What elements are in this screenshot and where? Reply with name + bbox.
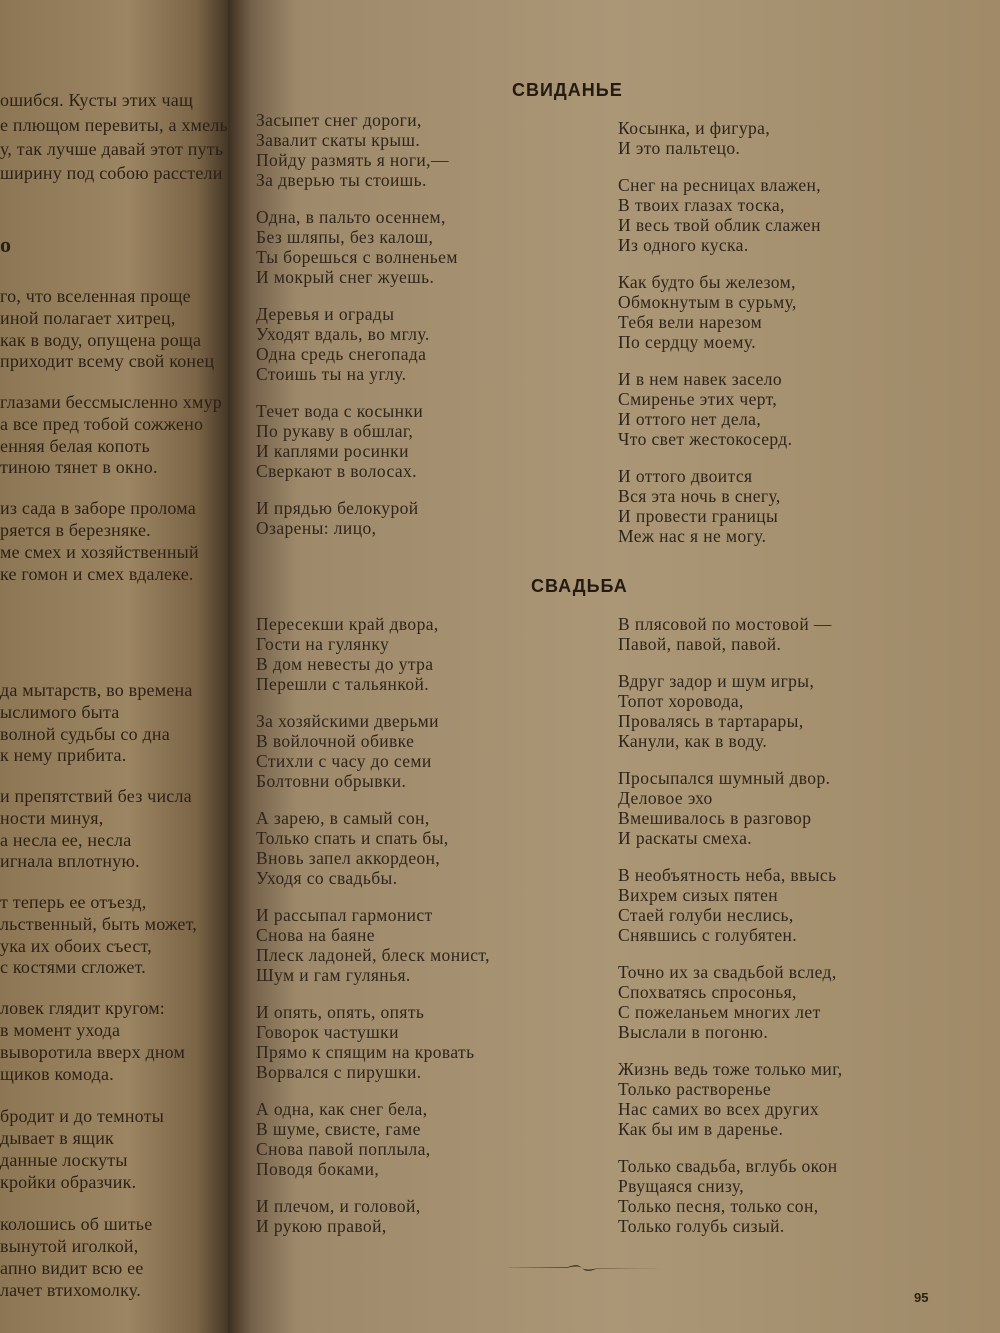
verse-line: Снег на ресницах влажен,: [618, 175, 822, 195]
verse-line: За хозяйскими дверьми: [256, 711, 439, 731]
left-page-line: из сада в заборе пролома: [0, 498, 196, 518]
verse-line: Шум и гам гулянья.: [256, 965, 411, 985]
left-page-line: ряется в березняке.: [0, 520, 151, 540]
verse-line: Только растворенье: [618, 1079, 772, 1099]
verse-line: Меж нас я не могу.: [618, 526, 767, 546]
left-page-line: с костями сгложет.: [0, 957, 146, 977]
left-page-line: выворотила вверх дном: [0, 1042, 186, 1062]
left-page-line: ке гомон и смех вдалеке.: [0, 564, 194, 584]
verse-line: Провалясь в тартарары,: [618, 711, 804, 731]
verse-line: Спохватясь спросонья,: [618, 982, 797, 1002]
verse-line: Пересекши край двора,: [256, 614, 439, 634]
left-page: [0, 0, 232, 1333]
stanza: [256, 1196, 490, 1236]
stanza: [618, 118, 821, 158]
left-page-line: игнала вплотную.: [0, 851, 140, 871]
verse-line: В необъятность неба, ввысь: [618, 865, 837, 885]
left-page-line: да мытарств, во времена: [0, 680, 193, 700]
verse-line: Стоишь ты на углу.: [256, 364, 407, 384]
left-page-line: кройки образчик.: [0, 1172, 137, 1192]
page-number: 95: [914, 1290, 929, 1305]
verse-line: Только свадьба, вглубь окон: [618, 1156, 838, 1176]
poem1-column-right: [618, 118, 821, 563]
left-page-line: е плющом перевиты, а хмель: [0, 115, 228, 135]
verse-line: Ворвался с пирушки.: [256, 1062, 422, 1082]
left-page-line: лачет втихомолку.: [0, 1280, 141, 1300]
stanza: [256, 207, 458, 287]
left-page-line: ловек глядит кругом:: [0, 998, 165, 1018]
verse-line: Что свет жестокосерд.: [618, 429, 793, 449]
left-page-line: енняя белая копоть: [0, 436, 150, 456]
verse-line: Косынка, и фигура,: [618, 118, 771, 138]
verse-line: Одна средь снегопада: [256, 344, 427, 364]
left-page-line: ширину под собою расстели: [0, 163, 223, 183]
verse-line: И рассыпал гармонист: [256, 905, 433, 925]
verse-line: Плеск ладоней, блеск монист,: [256, 945, 490, 965]
left-page-line: ности минуя,: [0, 808, 104, 828]
verse-line: И опять, опять, опять: [256, 1002, 425, 1022]
verse-line: Как будто бы железом,: [618, 272, 796, 292]
stanza: [618, 768, 843, 848]
left-page-line: колошись об шитье: [0, 1214, 153, 1234]
stanza: [618, 671, 843, 751]
verse-line: Одна, в пальто осеннем,: [256, 207, 446, 227]
verse-line: Только голубь сизый.: [618, 1216, 785, 1236]
verse-line: Точно их за свадьбой вслед,: [618, 962, 837, 982]
verse-line: И оттого двоится: [618, 466, 753, 486]
verse-line: Прямо к спящим на кровать: [256, 1042, 475, 1062]
poem2-column-right: [618, 614, 843, 1253]
left-page-line: щиков комода.: [0, 1064, 114, 1084]
verse-line: И весь твой облик слажен: [618, 215, 821, 235]
verse-line: Павой, павой, павой.: [618, 634, 782, 654]
verse-line: В дом невесты до утра: [256, 654, 434, 674]
verse-line: И в нем навек засело: [618, 369, 783, 389]
stanza: [256, 808, 490, 888]
verse-line: Только песня, только сон,: [618, 1196, 819, 1216]
verse-line: Поводя боками,: [256, 1159, 380, 1179]
right-page: [228, 0, 1000, 1333]
verse-line: В войлочной обивке: [256, 731, 415, 751]
verse-line: А одна, как снег бела,: [256, 1099, 428, 1119]
stanza: [618, 962, 843, 1042]
left-page-line: приходит всему свой конец: [0, 351, 215, 371]
poem2-column-left: [256, 614, 490, 1253]
verse-line: И раскаты смеха.: [618, 828, 753, 848]
verse-line: Нас самих во всех других: [618, 1099, 819, 1119]
left-page-line: волной судьбы со дна: [0, 724, 170, 744]
left-page-line: го, что вселенная проще: [0, 286, 191, 306]
verse-line: Болтовни обрывки.: [256, 771, 407, 791]
stanza: [256, 905, 490, 985]
left-page-line: бродит и до темноты: [0, 1106, 164, 1126]
verse-line: По сердцу моему.: [618, 332, 757, 352]
verse-line: Уходя со свадьбы.: [256, 868, 398, 888]
verse-line: Говорок частушки: [256, 1022, 399, 1042]
verse-line: Только спать и спать бы,: [256, 828, 449, 848]
stanza: [618, 272, 821, 352]
left-page-line: и препятствий без числа: [0, 786, 192, 806]
verse-line: Снова павой поплыла,: [256, 1139, 431, 1159]
left-page-line: тиною тянет в окно.: [0, 457, 158, 477]
stanza: [618, 1156, 843, 1236]
poem1-column-left: [256, 110, 458, 555]
verse-line: Гости на гулянку: [256, 634, 390, 654]
verse-line: Без шляпы, без калош,: [256, 227, 434, 247]
stanza: [618, 865, 843, 945]
verse-line: Вся эта ночь в снегу,: [618, 486, 781, 506]
verse-line: И рукою правой,: [256, 1216, 387, 1236]
verse-line: Как бы им в даренье.: [618, 1119, 784, 1139]
verse-line: В плясовой по мостовой —: [618, 614, 832, 634]
stanza: [256, 110, 458, 190]
left-page-line: ыслимого быта: [0, 702, 120, 722]
verse-line: И плечом, и головой,: [256, 1196, 421, 1216]
verse-line: Пойду размять я ноги,—: [256, 150, 449, 170]
stanza: [618, 614, 843, 654]
verse-line: Деловое эхо: [618, 788, 713, 808]
verse-line: В твоих глазах тоска,: [618, 195, 785, 215]
verse-line: Жизнь ведь тоже только миг,: [618, 1059, 843, 1079]
verse-line: В шуме, свисте, гаме: [256, 1119, 421, 1139]
verse-line: Снявшись с голубятен.: [618, 925, 798, 945]
left-page-line: данные лоскуты: [0, 1150, 128, 1170]
verse-line: Уходят вдаль, во мглу.: [256, 324, 430, 344]
left-page-heading: о: [0, 232, 11, 257]
verse-line: Рвущаяся снизу,: [618, 1176, 745, 1196]
verse-line: Засыпет снег дороги,: [256, 110, 422, 130]
poem1-title: СВИДАНЬЕ: [512, 80, 623, 100]
left-page-line: дывает в ящик: [0, 1128, 114, 1148]
verse-line: И прядью белокурой: [256, 498, 419, 518]
stanza: [256, 614, 490, 694]
stanza: [618, 175, 821, 255]
verse-line: Вмешивалось в разговор: [618, 808, 812, 828]
verse-line: Вновь запел аккордеон,: [256, 848, 441, 868]
verse-line: Течет вода с косынки: [256, 401, 424, 421]
verse-line: Канули, как в воду.: [618, 731, 768, 751]
left-page-line: ме смех и хозяйственный: [0, 542, 199, 562]
left-page-line: к нему прибита.: [0, 745, 127, 765]
verse-line: И каплями росинки: [256, 441, 409, 461]
left-page-line: у, так лучше давай этот путь: [0, 139, 224, 159]
verse-line: Тебя вели нарезом: [618, 312, 763, 332]
left-page-line: т теперь ее отъезд,: [0, 892, 147, 912]
verse-line: По рукаву в обшлаг,: [256, 421, 414, 441]
stanza: [618, 466, 821, 546]
verse-line: Снова на баяне: [256, 925, 375, 945]
stanza: [256, 401, 458, 481]
stanza: [256, 1002, 490, 1082]
verse-line: Вдруг задор и шум игры,: [618, 671, 815, 691]
left-page-line: вынутой иголкой,: [0, 1236, 139, 1256]
left-page-line: ошибся. Кусты этих чащ: [0, 90, 194, 110]
stanza: [256, 1099, 490, 1179]
verse-line: Выслали в погоню.: [618, 1022, 769, 1042]
verse-line: Просыпался шумный двор.: [618, 768, 831, 788]
verse-line: Сверкают в волосах.: [256, 461, 417, 481]
verse-line: Обмокнутым в сурьму,: [618, 292, 797, 312]
verse-line: А зарею, в самый сон,: [256, 808, 430, 828]
verse-line: Озарены: лицо,: [256, 518, 377, 538]
verse-line: И оттого нет дела,: [618, 409, 762, 429]
left-page-line: льственный, быть может,: [0, 914, 197, 934]
left-page-line: ука их обоих съест,: [0, 936, 152, 956]
left-page-line: в момент ухода: [0, 1020, 121, 1040]
verse-line: Смиренье этих черт,: [618, 389, 778, 409]
verse-line: Топот хоровода,: [618, 691, 744, 711]
verse-line: Стаей голуби неслись,: [618, 905, 794, 925]
stanza: [618, 369, 821, 449]
verse-line: Вихрем сизых пятен: [618, 885, 779, 905]
verse-line: Ты борешься с волненьем: [256, 247, 458, 267]
verse-line: Перешли с тальянкой.: [256, 674, 430, 694]
left-page-line: глазами бессмысленно хмур: [0, 392, 223, 412]
verse-line: И провести границы: [618, 506, 779, 526]
stanza: [256, 711, 490, 791]
poem2-title: СВАДЬБА: [531, 576, 628, 596]
left-page-line: иной полагает хитрец,: [0, 308, 176, 328]
verse-line: За дверью ты стоишь.: [256, 170, 427, 190]
left-page-line: апно видит всю ее: [0, 1258, 144, 1278]
left-page-line: а несла ее, несла: [0, 830, 132, 850]
verse-line: Стихли с часу до семи: [256, 751, 432, 771]
stanza: [618, 1059, 843, 1139]
verse-line: И это пальтецо.: [618, 138, 741, 158]
verse-line: С пожеланьем многих лет: [618, 1002, 821, 1022]
left-page-line: как в воду, опущена роща: [0, 330, 202, 350]
verse-line: Завалит скаты крыш.: [256, 130, 421, 150]
verse-line: Деревья и ограды: [256, 304, 395, 324]
verse-line: И мокрый снег жуешь.: [256, 267, 435, 287]
left-page-line: а все пред тобой сожжено: [0, 414, 204, 434]
stanza: [256, 498, 458, 538]
stanza: [256, 304, 458, 384]
ornament-divider: [500, 1262, 664, 1274]
verse-line: Из одного куска.: [618, 235, 749, 255]
